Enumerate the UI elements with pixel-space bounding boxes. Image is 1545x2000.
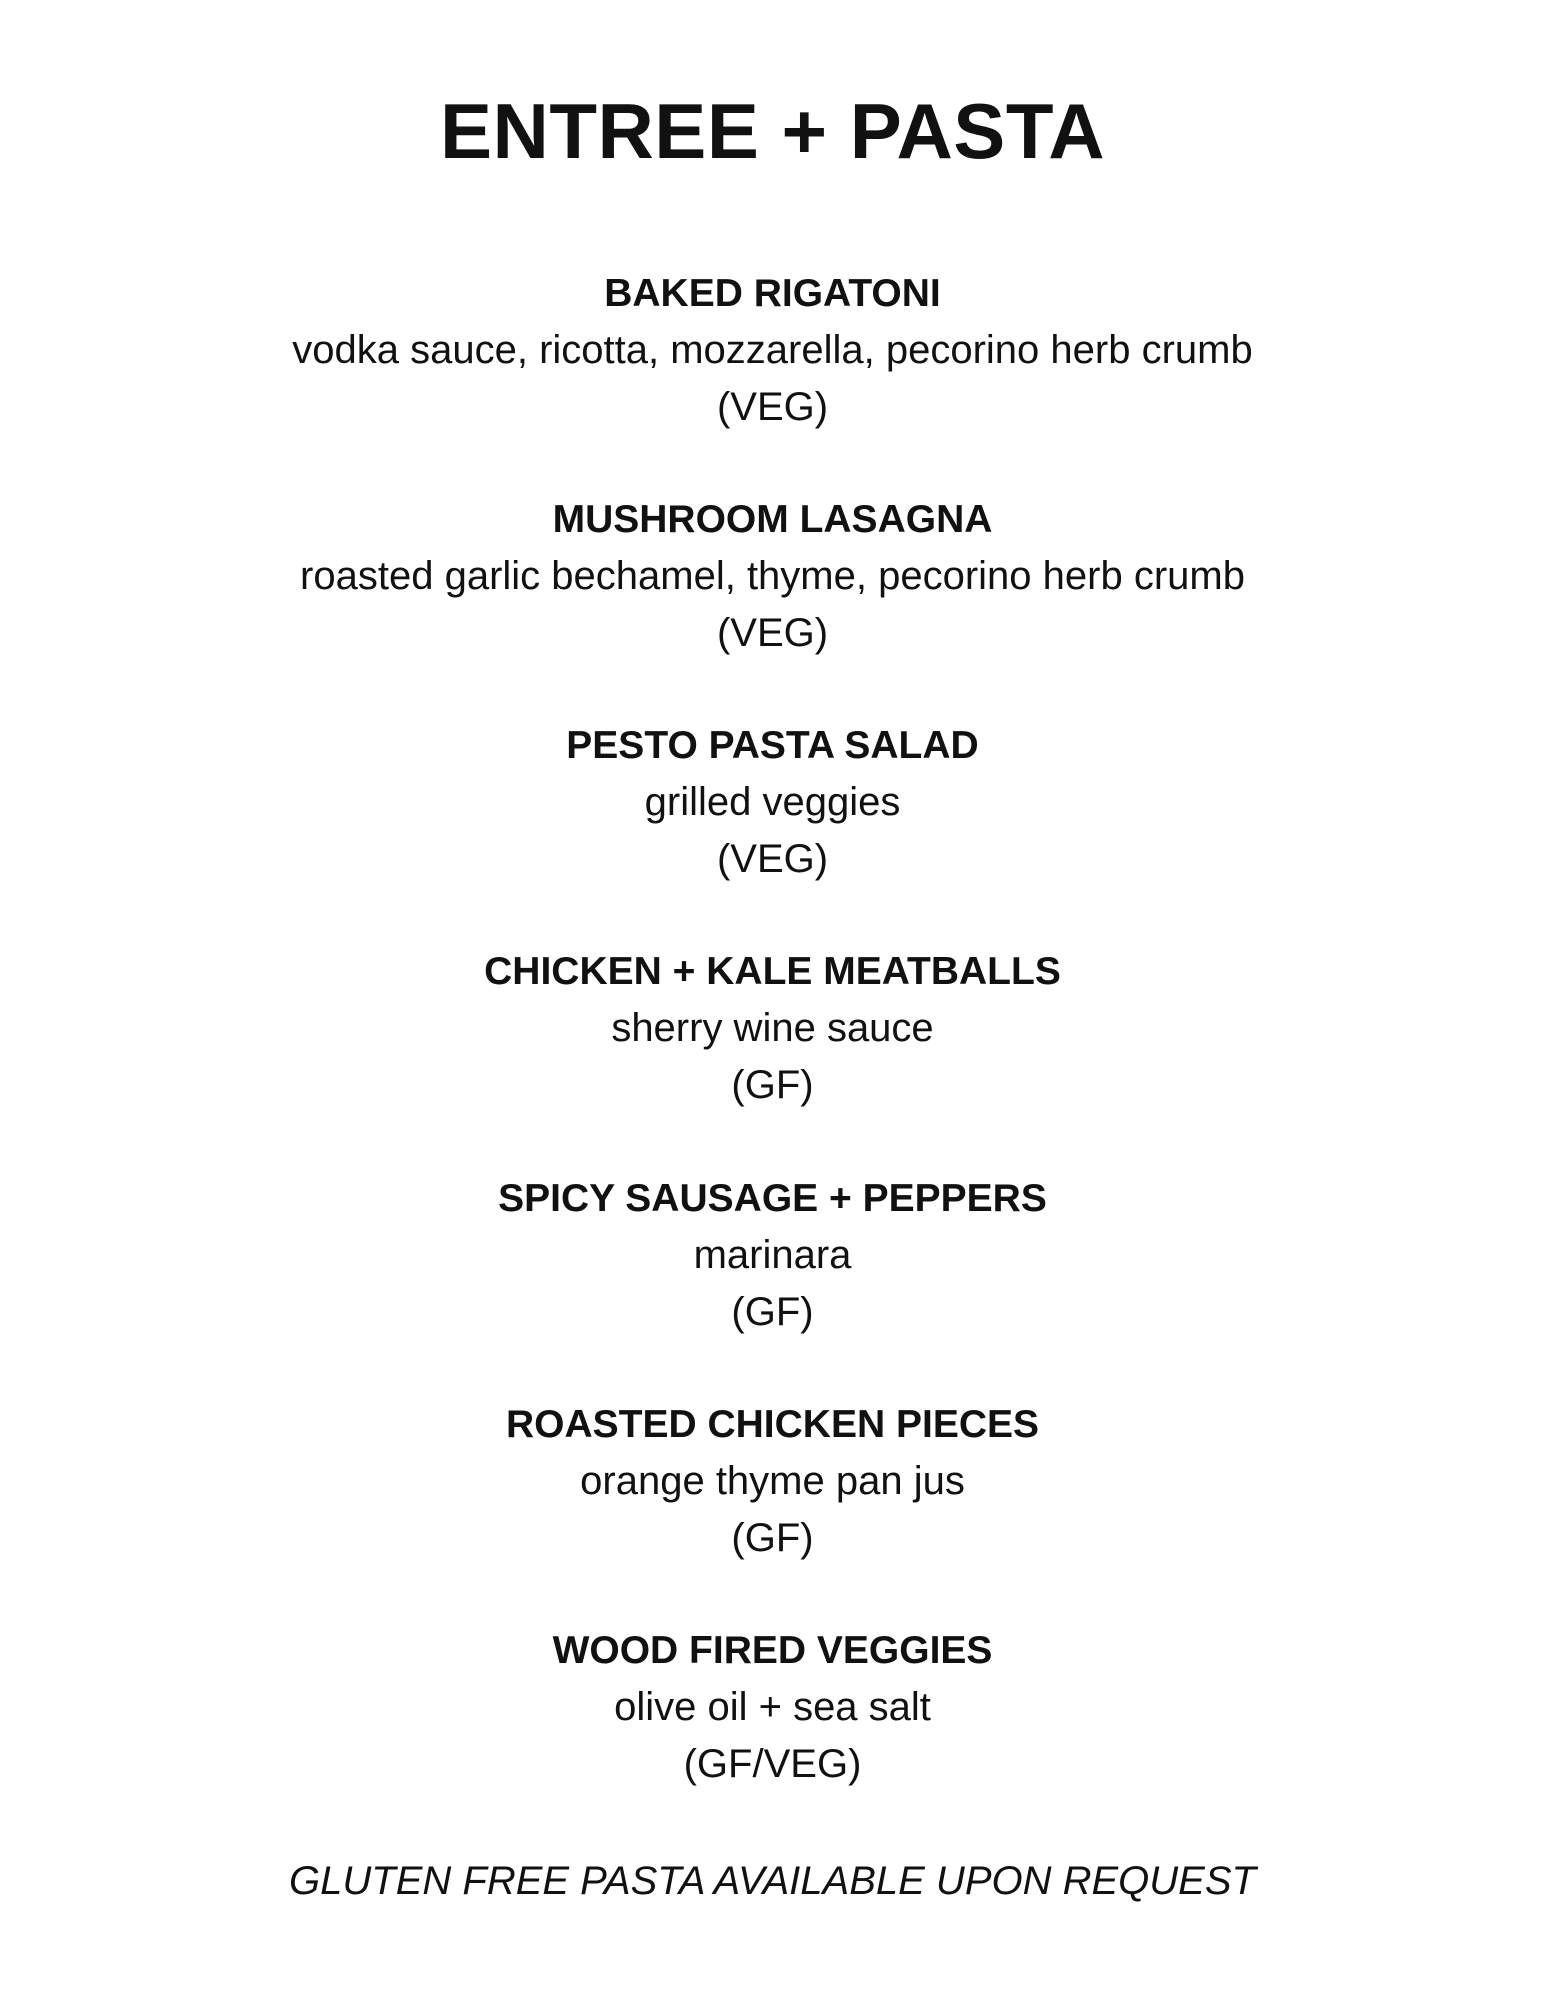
menu-item-dietary-tag: (VEG) bbox=[716, 611, 829, 655]
menu-item-wood-fired-veggies bbox=[0, 1622, 1545, 1793]
menu-item-chicken-kale-meatballs bbox=[0, 943, 1545, 1114]
menu-item-name: PESTO PASTA SALAD bbox=[566, 724, 979, 767]
menu-item-dietary-tag: (GF/VEG) bbox=[683, 1742, 862, 1786]
menu-item-description: vodka sauce, ricotta, mozzarella, pecorino herb crumb bbox=[292, 328, 1253, 372]
menu-item-name: SPICY SAUSAGE + PEPPERS bbox=[498, 1177, 1047, 1220]
menu-item-name: CHICKEN + KALE MEATBALLS bbox=[484, 950, 1061, 993]
menu-item-description: roasted garlic bechamel, thyme, pecorino herb crumb bbox=[300, 554, 1245, 598]
menu-item-name: WOOD FIRED VEGGIES bbox=[552, 1629, 993, 1672]
menu-footnote: GLUTEN FREE PASTA AVAILABLE UPON REQUEST bbox=[289, 1859, 1256, 1903]
menu-item-description: marinara bbox=[693, 1233, 852, 1277]
menu-item-spicy-sausage-peppers bbox=[0, 1170, 1545, 1341]
menu-item-description: olive oil + sea salt bbox=[614, 1685, 931, 1729]
menu-item-dietary-tag: (GF) bbox=[731, 1063, 814, 1107]
menu-item-dietary-tag: (GF) bbox=[731, 1516, 814, 1560]
menu-item-mushroom-lasagna bbox=[0, 491, 1545, 662]
menu-item-description: orange thyme pan jus bbox=[580, 1459, 965, 1503]
menu-item-name: ROASTED CHICKEN PIECES bbox=[505, 1403, 1040, 1446]
menu-item-name: MUSHROOM LASAGNA bbox=[552, 498, 993, 541]
menu-item-roasted-chicken-pieces bbox=[0, 1396, 1545, 1567]
menu-item-description: sherry wine sauce bbox=[611, 1006, 934, 1050]
menu-item-dietary-tag: (VEG) bbox=[716, 385, 829, 429]
menu-item-description: grilled veggies bbox=[644, 780, 901, 824]
menu-title: ENTREE + PASTA bbox=[439, 87, 1106, 175]
menu-item-dietary-tag: (GF) bbox=[731, 1290, 814, 1334]
menu-item-baked-rigatoni bbox=[0, 265, 1545, 436]
menu-item-name: BAKED RIGATONI bbox=[604, 272, 941, 315]
menu-item-dietary-tag: (VEG) bbox=[716, 837, 829, 881]
menu-item-pesto-pasta-salad bbox=[0, 717, 1545, 888]
